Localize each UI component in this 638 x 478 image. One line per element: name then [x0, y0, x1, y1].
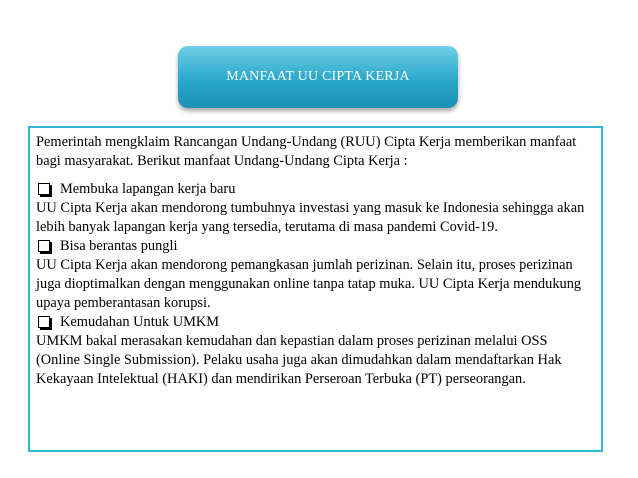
bullet-body: UU Cipta Kerja akan mendorong pemangkasan jumlah perizinan. Selain itu, proses perizinan juga dioptimalkan dengan menggunakan online tanpa tatap muka. UU Cipta Kerja mendukung upaya pemberantasan korupsi.	[36, 257, 582, 311]
checkbox-square-icon	[38, 316, 50, 328]
bullet-body: UMKM bakal merasakan kemudahan dan kepastian dalam proses perizinan melalui OSS (Online Single Submission). Pelaku usaha juga akan dimudahkan dalam mendaftarkan Hak Kekayaan Intelektual (HAKI) dan mendirikan Perseroan Terbuka (PT) perseorangan.	[36, 333, 562, 387]
bullet-heading: Membuka lapangan kerja baru	[60, 181, 236, 197]
checkbox-square-icon	[38, 183, 50, 195]
checkbox-square-icon	[38, 240, 50, 252]
bullet-heading: Bisa berantas pungli	[60, 238, 178, 254]
bullet-item-1	[36, 180, 595, 199]
bullet-item-3	[36, 313, 595, 332]
slide-title: MANFAAT UU CIPTA KERJA	[226, 69, 410, 84]
bullet-heading: Kemudahan Untuk UMKM	[60, 314, 220, 330]
bullet-item-2	[36, 237, 595, 256]
intro-paragraph: Pemerintah mengklaim Rancangan Undang-Undang (RUU) Cipta Kerja memberikan manfaat bagi masyarakat. Berikut manfaat Undang-Undang Cipta Kerja :	[36, 134, 577, 169]
content-box	[28, 126, 603, 452]
title-box	[178, 46, 458, 108]
bullet-body: UU Cipta Kerja akan mendorong tumbuhnya investasi yang masuk ke Indonesia sehingga akan lebih banyak lapangan kerja yang tersedia, terutama di masa pandemi Covid-19.	[36, 200, 585, 235]
